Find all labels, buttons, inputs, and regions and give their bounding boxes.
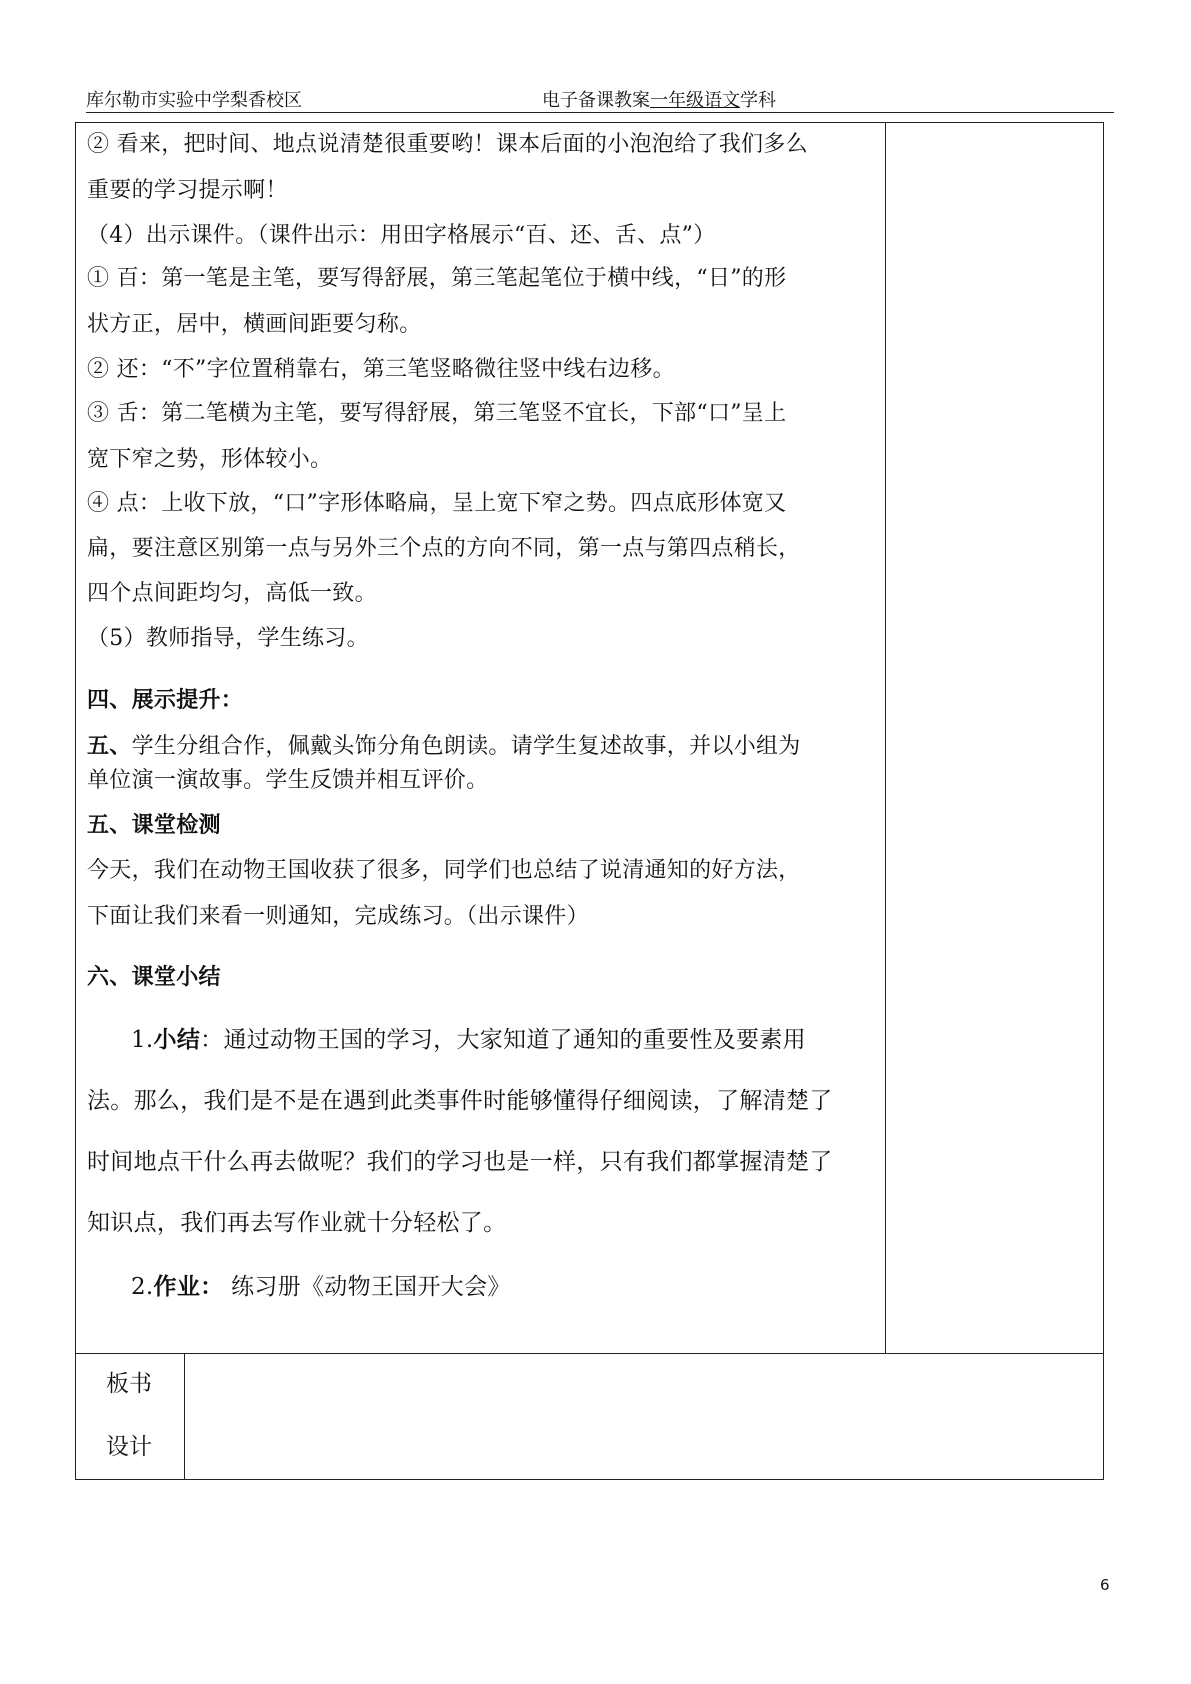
subject-title: [542, 86, 776, 112]
paragraph-text: 学生分组合作，佩戴头饰分角色朗读。请学生复述故事，并以小组为: [131, 734, 801, 759]
section-heading: 四、展示提升：: [87, 688, 244, 713]
paragraph-line: ② 还：“不”字位置稍靠右，第三笔竖略微往竖中线右边移。: [87, 357, 675, 382]
paragraph-line: 扁，要注意区别第一点与另外三个点的方向不同，第一点与第四点稍长，: [87, 536, 801, 561]
homework-number: 2.: [131, 1274, 154, 1300]
page-header: [86, 86, 1113, 112]
summary-label: 小结: [153, 1027, 201, 1053]
paragraph-line: 四个点间距均匀，高低一致。: [87, 581, 377, 606]
paragraph-line: （4）出示课件。（课件出示：用田字格展示“百、还、舌、点”）: [87, 223, 716, 248]
paragraph-line: ② 看来，把时间、地点说清楚很重要哟！课本后面的小泡泡给了我们多么: [87, 132, 808, 157]
summary-text: ：通过动物王国的学习，大家知道了通知的重要性及要素用: [200, 1027, 806, 1053]
paragraph-line: 重要的学习提示啊！: [87, 178, 288, 203]
board-design-label-line2: 设计: [106, 1434, 152, 1460]
board-design-label-line1: 板书: [106, 1371, 152, 1397]
page-number: 6: [1100, 1576, 1110, 1594]
summary-line: [131, 1021, 806, 1054]
paragraph-line: ④ 点：上收下放，“口”字形体略扁，呈上宽下窄之势。四点底形体宽又: [87, 491, 787, 516]
header-divider: [86, 112, 1114, 113]
section-heading: 六、课堂小结: [87, 965, 221, 990]
paragraph-line: 单位演一演故事。学生反馈并相互评价。: [87, 768, 489, 793]
homework-text: 练习册《动物王国开大会》: [223, 1274, 511, 1300]
paragraph-line: （5）教师指导，学生练习。: [87, 626, 369, 651]
summary-line: 知识点，我们再去写作业就十分轻松了。: [87, 1210, 507, 1236]
school-name: 库尔勒市实验中学梨香校区: [86, 90, 302, 111]
subject-grade: 一年级语文: [650, 90, 740, 111]
paragraph-line: ③ 舌：第二笔横为主笔，要写得舒展，第三笔竖不宜长，下部“口”呈上: [87, 401, 787, 426]
paragraph-lead: 五、: [87, 733, 132, 759]
summary-line: 法。那么，我们是不是在遇到此类事件时能够懂得仔细阅读，了解清楚了: [87, 1088, 833, 1114]
paragraph-line: 状方正，居中，横画间距要匀称。: [87, 312, 422, 337]
paragraph-line: [87, 729, 801, 760]
paragraph-line: 宽下窄之势，形体较小。: [87, 447, 333, 472]
subject-prefix: 电子备课教案: [542, 90, 650, 111]
board-design-content-cell: [184, 1353, 1104, 1480]
subject-suffix: 学科: [740, 90, 776, 111]
summary-line: 时间地点干什么再去做呢？我们的学习也是一样，只有我们都掌握清楚了: [87, 1149, 833, 1175]
paragraph-line: 今天，我们在动物王国收获了很多，同学们也总结了说清通知的好方法，: [87, 858, 801, 883]
section-heading: 五、课堂检测: [87, 813, 221, 838]
paragraph-line: ① 百：第一笔是主笔，要写得舒展，第三笔起笔位于横中线，“日”的形: [87, 266, 787, 291]
homework-label: 作业：: [153, 1274, 224, 1300]
summary-number: 1.: [131, 1027, 154, 1053]
paragraph-line: 下面让我们来看一则通知，完成练习。（出示课件）: [87, 904, 589, 929]
homework-line: [131, 1268, 511, 1301]
notes-column-cell: [885, 122, 1104, 1354]
